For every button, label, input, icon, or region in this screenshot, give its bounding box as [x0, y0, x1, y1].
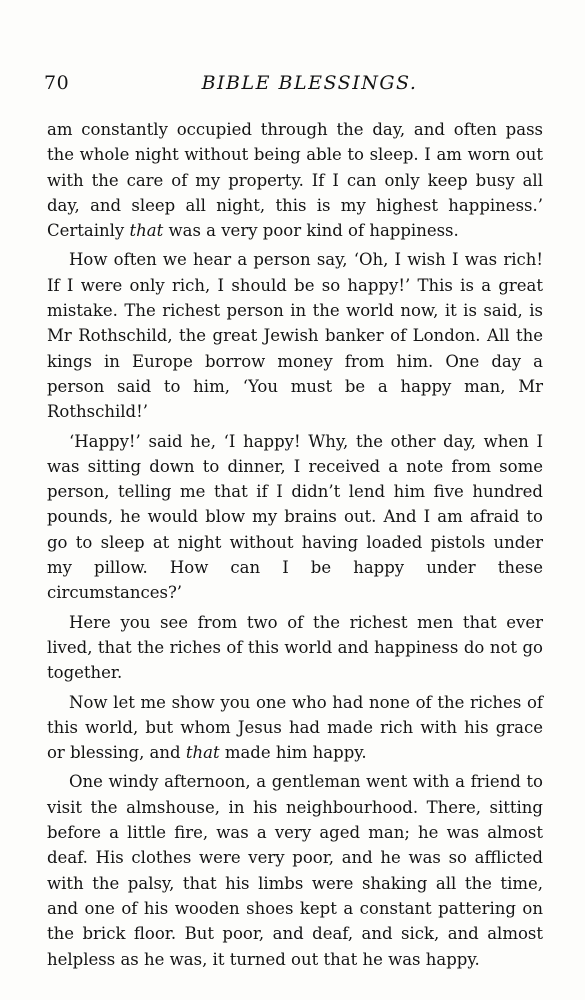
text-segment: ‘Happy!’ said he, ‘I happy! Why, the other day, when I was sitting down to dinner, I received a note from some person, telling me that if I didn’t lend him five hundred pounds, he would blow my brains out. And I am afraid to go to sleep at night without having loaded pistols under my pillow. How can I be happy under these circumstances?’ [47, 431, 543, 603]
running-title: BIBLE BLESSINGS. [201, 72, 418, 94]
page-header [44, 72, 545, 102]
page-number: 70 [44, 72, 70, 94]
paragraph [47, 247, 543, 424]
text-segment: was a very poor kind of happiness. [163, 221, 459, 241]
text-segment: One windy afternoon, a gentleman went with a friend to visit the almshouse, in his neighbourhood. There, sitting before a little fire, was a very aged man; he was almost deaf. His clothes were very poor, and he was so afflicted with the palsy, that his limbs were shaking all the time, and one of his wooden shoes kept a constant pattering on the brick floor. But poor, and deaf, and sick, and almost helpless as he was, it turned out that he was happy. [47, 772, 543, 969]
text-segment: am constantly occupied through the day, and often pass the whole night without being able to sleep. I am worn out with the care of my property. If I can only keep busy all day, and sleep all night, this is my highest happiness.’ Certainly [47, 120, 543, 241]
paragraph-continuation [47, 117, 543, 243]
text-segment: Now let me show you one who had none of the riches of this world, but whom Jesus had made rich with his grace or blessing, and [47, 692, 543, 763]
italic-emphasis: that [129, 221, 164, 241]
text-segment: Here you see from two of the richest men that ever lived, that the riches of this world and happiness do not go together. [47, 612, 543, 683]
paragraph [47, 610, 543, 686]
paragraph [47, 769, 543, 971]
text-segment: made him happy. [219, 743, 367, 763]
paragraph [47, 690, 543, 766]
body-text [47, 117, 543, 976]
italic-emphasis: that [185, 743, 220, 763]
text-segment: How often we hear a person say, ‘Oh, I wish I was rich! If I were only rich, I should be so happy!’ This is a great mistake. The richest person in the world now, it is said, is Mr Rothschild, the great Jewish banker of London. All the kings in Europe borrow money from him. One day a person said to him, ‘You must be a happy man, Mr Rothschild!’ [47, 250, 543, 422]
paragraph [47, 429, 543, 606]
